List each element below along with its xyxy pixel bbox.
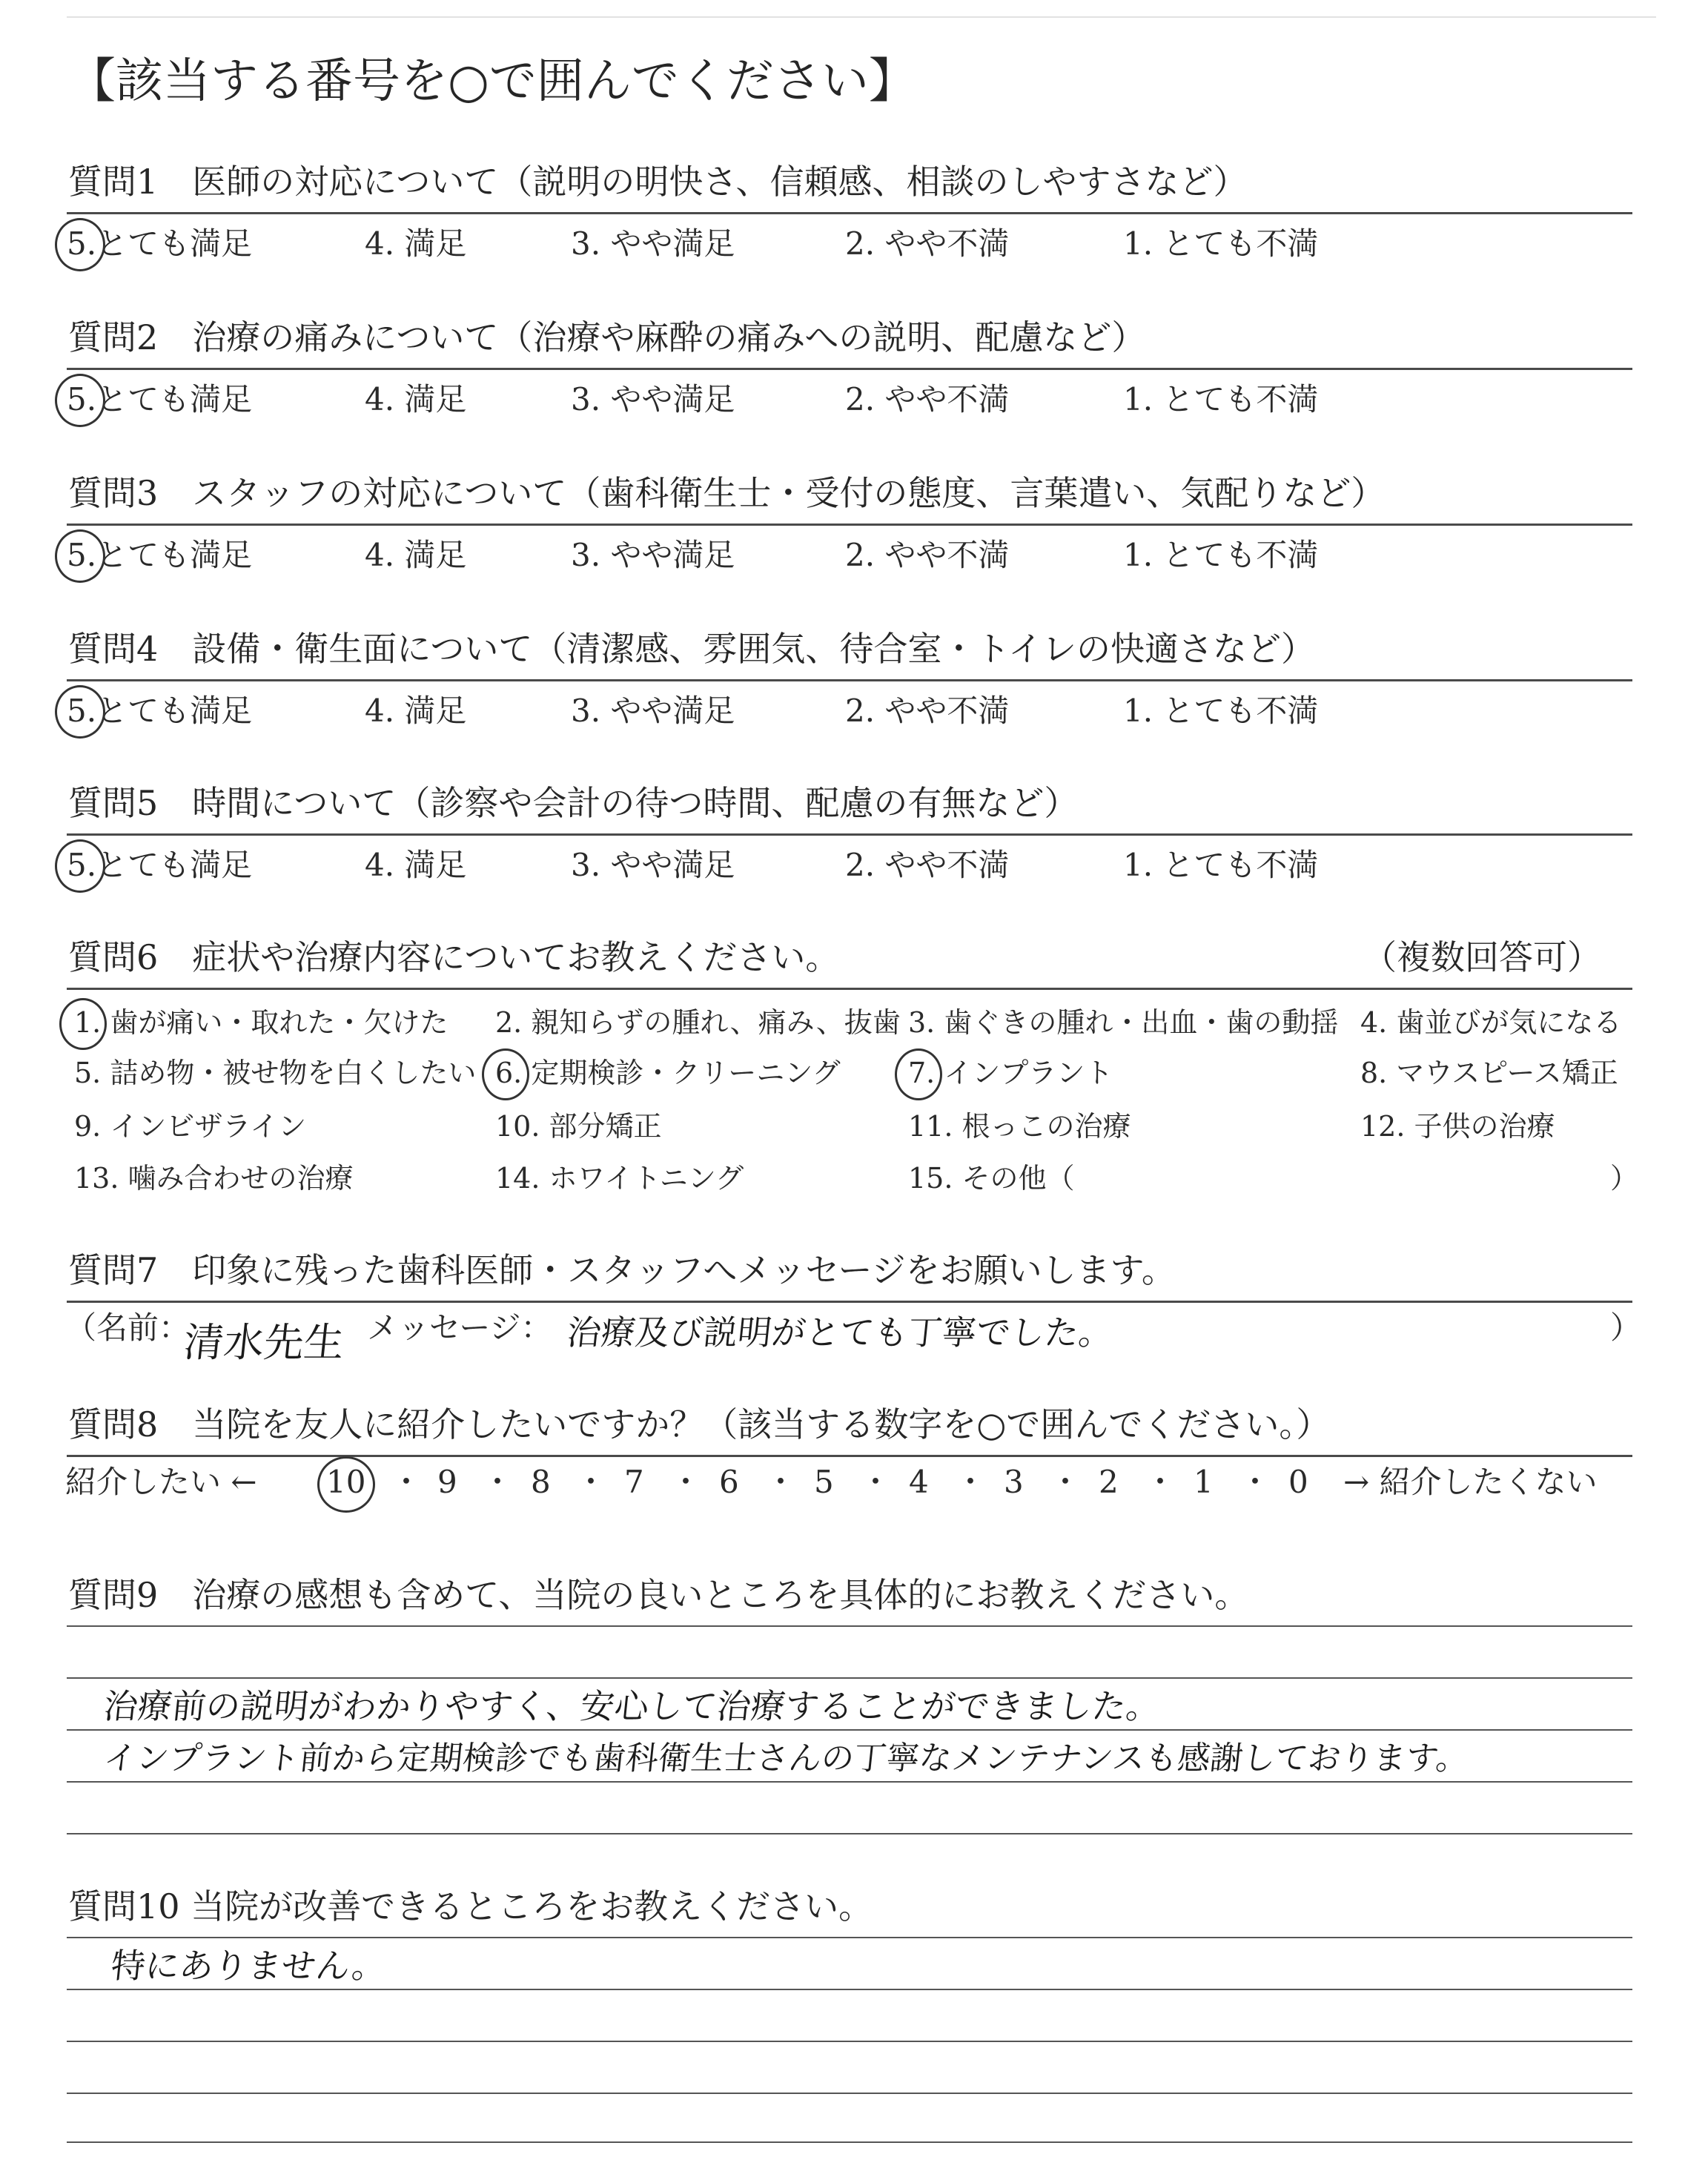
q6-option-3[interactable]: 3. 歯ぐきの腫れ・出血・歯の動揺 <box>908 1006 1339 1039</box>
q1-option-5[interactable]: 5.とても満足 <box>67 225 253 262</box>
q9-line-4 <box>67 1781 1632 1783</box>
q8-scale-dot: ・ <box>1239 1464 1271 1500</box>
q7-message-value[interactable]: 治療及び説明がとても丁寧でした。 <box>565 1312 1115 1353</box>
q3-option-5[interactable]: 5.とても満足 <box>67 537 253 573</box>
top-border <box>67 16 1656 18</box>
q3-option-1[interactable]: 1. とても不満 <box>1123 537 1319 573</box>
q8-scale-10[interactable]: 10 <box>326 1464 366 1500</box>
question-6-note: （複数回答可） <box>1363 937 1601 977</box>
q8-scale-8[interactable]: 8 <box>531 1464 551 1500</box>
page-heading: 【該当する番号を○で囲んでください】 <box>68 54 916 109</box>
q9-line-3 <box>67 1729 1632 1731</box>
q3-selection-circle <box>55 529 105 583</box>
question-5-title: 質問5 時間について（診察や会計の待つ時間、配慮の有無など） <box>68 783 1079 823</box>
q2-option-2[interactable]: 2. やや不満 <box>845 381 1010 417</box>
q10-line-2 <box>67 1989 1632 1990</box>
question-4-title: 質問4 設備・衛生面について（清潔感、雰囲気、待合室・トイレの快適さなど） <box>68 629 1316 669</box>
q2-option-1[interactable]: 1. とても不満 <box>1123 381 1319 417</box>
q4-option-3[interactable]: 3. やや満足 <box>571 693 735 729</box>
q3-option-2[interactable]: 2. やや不満 <box>845 537 1010 573</box>
q8-right-label: → 紹介したくない <box>1343 1464 1598 1500</box>
question-8-rule <box>67 1455 1632 1457</box>
q9-line-2 <box>67 1677 1632 1679</box>
q2-selection-circle <box>55 374 105 427</box>
q8-scale-6[interactable]: 6 <box>719 1464 739 1500</box>
q8-left-label: 紹介したい ← <box>65 1464 257 1500</box>
q6-option-5[interactable]: 5. 詰め物・被せ物を白くしたい <box>74 1057 477 1089</box>
q8-scale-5[interactable]: 5 <box>814 1464 834 1500</box>
q5-option-2[interactable]: 2. やや不満 <box>845 847 1010 883</box>
q8-scale-1[interactable]: 1 <box>1194 1464 1214 1500</box>
q8-scale-dot: ・ <box>955 1464 987 1500</box>
q6-option-4[interactable]: 4. 歯並びが気になる <box>1360 1006 1622 1039</box>
q6-option-13[interactable]: 13. 噛み合わせの治療 <box>74 1162 354 1195</box>
q4-option-1[interactable]: 1. とても不満 <box>1123 693 1319 729</box>
q9-answer-line-1[interactable]: 治療前の説明がわかりやすく、安心して治療することができました。 <box>102 1686 1162 1726</box>
q10-line-1 <box>67 1937 1632 1938</box>
question-2-rule <box>67 368 1632 370</box>
question-2-title: 質問2 治療の痛みについて（治療や麻酔の痛みへの説明、配慮など） <box>68 317 1146 357</box>
q1-option-1[interactable]: 1. とても不満 <box>1123 225 1319 262</box>
question-1-title: 質問1 医師の対応について（説明の明快さ、信頼感、相談のしやすさなど） <box>68 162 1248 202</box>
q6-option-7[interactable]: 7. インプラント <box>908 1057 1113 1089</box>
q6-selection-circle-1 <box>59 998 107 1050</box>
q6-option-14[interactable]: 14. ホワイトニング <box>495 1162 744 1195</box>
q2-option-5[interactable]: 5.とても満足 <box>67 381 253 417</box>
question-4-rule <box>67 679 1632 681</box>
q6-option-15[interactable]: 15. その他（ <box>908 1162 1075 1195</box>
q8-scale-0[interactable]: 0 <box>1288 1464 1308 1500</box>
q8-scale-3[interactable]: 3 <box>1004 1464 1024 1500</box>
q5-option-5[interactable]: 5.とても満足 <box>67 847 253 883</box>
question-1-rule <box>67 212 1632 214</box>
question-3-rule <box>67 524 1632 526</box>
q8-scale-dot: ・ <box>1050 1464 1082 1500</box>
q1-option-4[interactable]: 4. 満足 <box>365 225 467 262</box>
q6-option-12[interactable]: 12. 子供の治療 <box>1360 1110 1555 1143</box>
q8-scale-2[interactable]: 2 <box>1099 1464 1119 1500</box>
q2-option-4[interactable]: 4. 満足 <box>365 381 467 417</box>
question-7-title: 質問7 印象に残った歯科医師・スタッフへメッセージをお願いします。 <box>68 1250 1176 1290</box>
q6-option-10[interactable]: 10. 部分矯正 <box>495 1110 662 1143</box>
q1-option-3[interactable]: 3. やや満足 <box>571 225 735 262</box>
q5-selection-circle <box>55 839 105 893</box>
question-5-rule <box>67 833 1632 836</box>
question-9-title: 質問9 治療の感想も含めて、当院の良いところを具体的にお教えください。 <box>68 1575 1249 1615</box>
q9-line-1 <box>67 1625 1632 1627</box>
question-10-title: 質問10 当院が改善できるところをお教えください。 <box>68 1886 873 1926</box>
q8-scale-7[interactable]: 7 <box>624 1464 644 1500</box>
q7-close-paren: ） <box>1610 1309 1642 1346</box>
q2-option-3[interactable]: 3. やや満足 <box>571 381 735 417</box>
q5-option-1[interactable]: 1. とても不満 <box>1123 847 1319 883</box>
q10-line-5 <box>67 2141 1632 2143</box>
q6-option-11[interactable]: 11. 根っこの治療 <box>908 1110 1131 1143</box>
q4-option-5[interactable]: 5.とても満足 <box>67 693 253 729</box>
q4-option-2[interactable]: 2. やや不満 <box>845 693 1010 729</box>
q8-scale-9[interactable]: 9 <box>437 1464 457 1500</box>
q10-line-4 <box>67 2093 1632 2094</box>
q5-option-4[interactable]: 4. 満足 <box>365 847 467 883</box>
q8-scale-dot: ・ <box>482 1464 514 1500</box>
q8-scale-dot: ・ <box>860 1464 892 1500</box>
q6-selection-circle-6 <box>482 1048 529 1100</box>
q6-option-8[interactable]: 8. マウスピース矯正 <box>1360 1057 1618 1089</box>
q6-option-15-close: ） <box>1610 1162 1639 1195</box>
question-6-rule <box>67 988 1632 990</box>
q9-answer-line-2[interactable]: インプラント前から定期検診でも歯科衛生士さんの丁寧なメンテナンスも感謝しております。 <box>102 1740 1471 1777</box>
q10-answer-line-1[interactable]: 特にありません。 <box>109 1946 388 1986</box>
q9-line-5 <box>67 1833 1632 1834</box>
q6-option-9[interactable]: 9. インビザライン <box>74 1110 307 1143</box>
q7-message-label: メッセージ： <box>367 1309 552 1346</box>
q7-name-value[interactable]: 清水先生 <box>181 1319 347 1366</box>
q8-scale-4[interactable]: 4 <box>909 1464 929 1500</box>
question-7-rule <box>67 1301 1632 1303</box>
question-8-title: 質問8 当院を友人に紹介したいですか？（該当する数字を○で囲んでください。） <box>68 1404 1331 1444</box>
q8-scale-dot: ・ <box>670 1464 702 1500</box>
question-6-title: 質問6 症状や治療内容についてお教えください。 <box>68 937 840 977</box>
q5-option-3[interactable]: 3. やや満足 <box>571 847 735 883</box>
question-3-title: 質問3 スタッフの対応について（歯科衛生士・受付の態度、言葉遣い、気配りなど） <box>68 473 1386 513</box>
q7-name-label: （名前： <box>65 1309 191 1346</box>
q8-scale-dot: ・ <box>1145 1464 1176 1500</box>
q8-selection-circle <box>317 1456 375 1513</box>
q8-scale-dot: ・ <box>575 1464 607 1500</box>
q8-scale-dot: ・ <box>391 1464 423 1500</box>
q3-option-4[interactable]: 4. 満足 <box>365 537 467 573</box>
q4-option-4[interactable]: 4. 満足 <box>365 693 467 729</box>
q6-option-2[interactable]: 2. 親知らずの腫れ、痛み、抜歯 <box>495 1006 901 1039</box>
q6-option-1[interactable]: 1. 歯が痛い・取れた・欠けた <box>74 1006 448 1039</box>
q4-selection-circle <box>55 685 105 739</box>
q6-option-6[interactable]: 6. 定期検診・クリーニング <box>495 1057 841 1089</box>
q1-selection-circle <box>55 218 105 271</box>
q1-option-2[interactable]: 2. やや不満 <box>845 225 1010 262</box>
q8-scale-dot: ・ <box>765 1464 797 1500</box>
q6-selection-circle-7 <box>895 1048 942 1100</box>
q3-option-3[interactable]: 3. やや満足 <box>571 537 735 573</box>
q10-line-3 <box>67 2041 1632 2042</box>
